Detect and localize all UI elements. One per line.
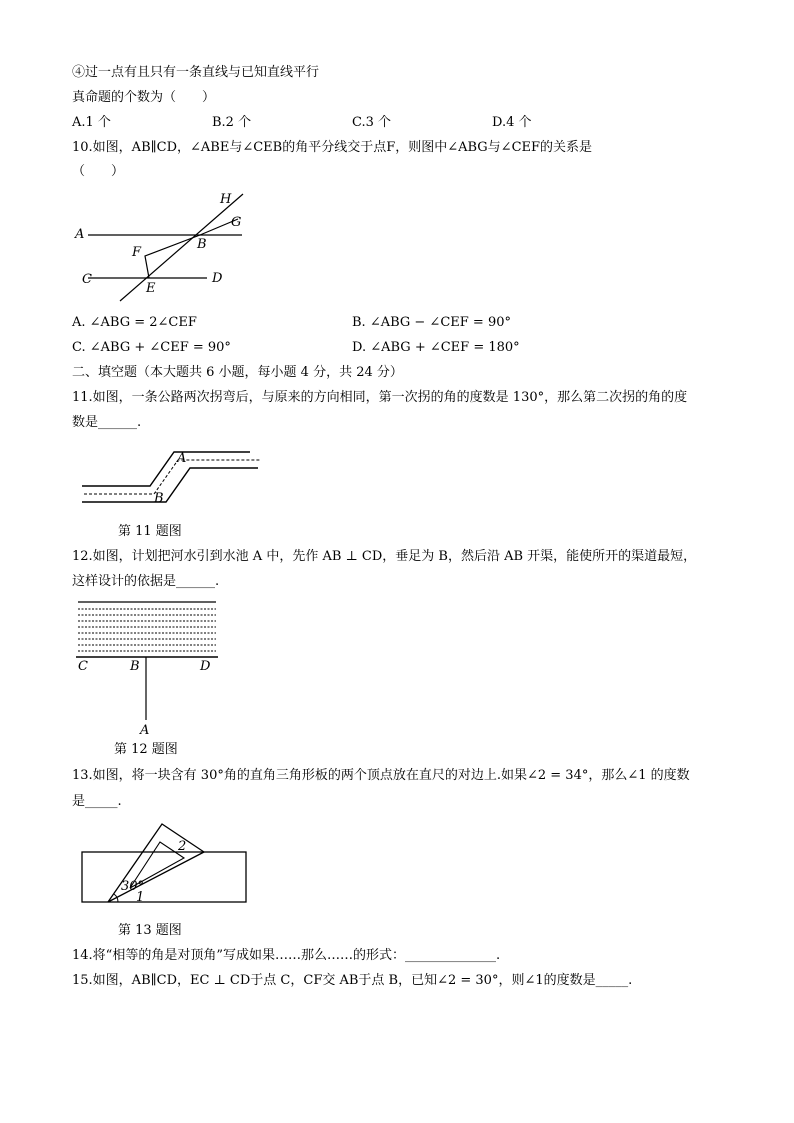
q13-line2: 是_____.: [72, 794, 122, 809]
q12-line1: 12.如图，计划把河水引到水池 A 中，先作 AB ⊥ CD，垂足为 B，然后沿 AB 开渠，能使所开的渠道最短，: [72, 549, 697, 564]
q9-stem: 真命题的个数为（ ）: [72, 90, 216, 105]
q12-line2: 这样设计的依据是______.: [72, 574, 220, 589]
q11-line1: 11.如图，一条公路两次拐弯后，与原来的方向相同，第一次拐的角的度数是 130°，那么第二次拐的角的度: [72, 390, 688, 405]
river-water-dashes: [78, 609, 216, 651]
angle-1-label: 1: [136, 890, 145, 905]
q9-option-d: D.4 个: [492, 115, 532, 130]
q12-figure: [74, 598, 224, 738]
q11-caption: 第 11 题图: [118, 524, 182, 539]
label-a: A: [75, 227, 85, 242]
q9-option-b: B.2 个: [212, 115, 252, 130]
label-h: H: [220, 192, 232, 207]
label-b: B: [154, 491, 164, 506]
q12-caption: 第 12 题图: [114, 742, 178, 757]
road-outer-edge: [82, 452, 250, 486]
q13-figure: [78, 818, 250, 910]
angle-30-label: 30°: [121, 879, 145, 894]
section-heading: 二、填空题（本大题共 6 小题，每小题 4 分，共 24 分）: [72, 365, 403, 380]
label-g: G: [231, 215, 242, 230]
angle-2-label: 2: [178, 839, 187, 854]
statement-4: ④过一点有且只有一条直线与已知直线平行: [72, 65, 320, 80]
label-a: A: [177, 451, 187, 466]
q10-option-d: D. ∠ABG + ∠CEF = 180°: [352, 340, 520, 355]
q9-option-a: A.1 个: [72, 115, 111, 130]
q15: 15.如图，AB∥CD，EC ⊥ CD于点 C，CF交 AB于点 B，已知∠2 = 30°，则∠1的度数是_____.: [72, 973, 633, 988]
label-d: D: [200, 659, 211, 674]
q10-option-c: C. ∠ABG + ∠CEF = 90°: [72, 340, 231, 355]
label-c: C: [78, 659, 88, 674]
q11-line2: 数是______.: [72, 415, 142, 430]
road-center-dashed: [84, 460, 260, 494]
label-f: F: [132, 245, 142, 260]
label-b: B: [197, 237, 207, 252]
q13-caption: 第 13 题图: [118, 923, 182, 938]
label-c: C: [82, 272, 92, 287]
q10-option-a: A. ∠ABG = 2∠CEF: [72, 315, 197, 330]
q11-figure: [78, 444, 268, 514]
q10-paren: （ ）: [72, 164, 125, 179]
label-d: D: [212, 271, 223, 286]
q10-stem: 10.如图，AB∥CD，∠ABE与∠CEB的角平分线交于点F，则图中∠ABG与∠CEF的关系是: [72, 140, 593, 155]
road-inner-edge: [82, 468, 258, 502]
q9-option-c: C.3 个: [352, 115, 392, 130]
label-a: A: [140, 723, 150, 738]
label-e: E: [146, 281, 156, 296]
label-b: B: [130, 659, 140, 674]
q10-option-b: B. ∠ABG − ∠CEF = 90°: [352, 315, 511, 330]
ruler: [82, 852, 246, 902]
q10-figure: [72, 186, 272, 306]
q14: 14.将“相等的角是对顶角”写成如果……那么……的形式：______________.: [72, 948, 501, 963]
q13-line1: 13.如图，将一块含有 30°角的直角三角形板的两个顶点放在直尺的对边上.如果∠2 = 34°，那么∠1 的度数: [72, 768, 690, 783]
